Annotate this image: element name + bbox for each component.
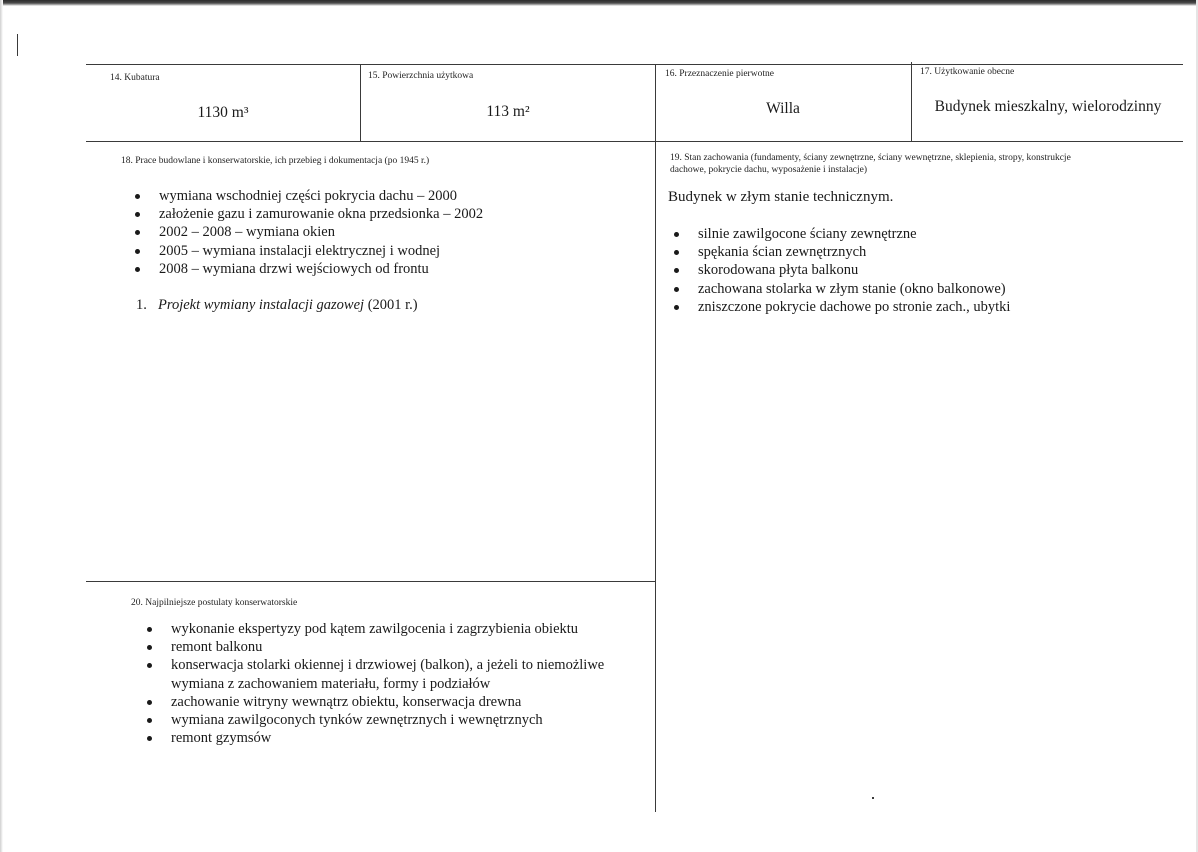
rule-col-3 xyxy=(911,62,912,142)
kubatura-value: 1130 m³ xyxy=(197,104,249,121)
rule-col-2 xyxy=(655,64,656,812)
rule-col-1 xyxy=(360,64,361,142)
list-item: remont balkonu xyxy=(145,638,604,656)
uzytkowanie-label: 17. Użytkowanie obecne xyxy=(920,67,1015,77)
list-item xyxy=(145,656,604,692)
przeznaczenie-label: 16. Przeznaczenie pierwotne xyxy=(665,69,774,79)
stan-list xyxy=(672,225,1010,316)
kubatura-label: 14. Kubatura xyxy=(110,73,160,83)
postulaty-list xyxy=(145,620,604,747)
powierzchnia-label: 15. Powierzchnia użytkowa xyxy=(368,71,474,81)
list-item-line: konserwacja stolarki okiennej i drzwiowej (balkon), a jeżeli to niemożliwe xyxy=(171,657,605,674)
documentation-title: Projekt wymiany instalacji gazowej xyxy=(158,297,365,313)
list-item: skorodowana płyta balkonu xyxy=(672,261,1010,279)
stan-summary: Budynek w złym stanie technicznym. xyxy=(668,189,894,205)
rule-section-20 xyxy=(86,581,656,582)
documentation-item xyxy=(136,297,418,314)
stan-label xyxy=(670,152,1071,176)
scan-edge-top xyxy=(0,0,1198,6)
list-item: remont gzymsów xyxy=(145,729,604,747)
speck xyxy=(872,797,874,799)
prace-label: 18. Prace budowlane i konserwatorskie, ich przebieg i dokumentacja (po 1945 r.) xyxy=(121,156,430,166)
uzytkowanie-value: Budynek mieszkalny, wielorodzinny xyxy=(934,98,1162,115)
przeznaczenie-value: Willa xyxy=(766,100,800,117)
list-item: zniszczone pokrycie dachowe po stronie zach., ubytki xyxy=(672,298,1010,316)
stan-label-line-2: dachowe, pokrycie dachu, wyposażenie i instalacje) xyxy=(670,165,868,175)
rule-header-bottom xyxy=(86,141,1183,142)
list-item: 2002 – 2008 – wymiana okien xyxy=(133,223,483,241)
margin-tick xyxy=(17,34,18,56)
list-item: zachowanie witryny wewnątrz obiektu, konserwacja drewna xyxy=(145,693,604,711)
list-item: wymiana wschodniej części pokrycia dachu – 2000 xyxy=(133,187,483,205)
list-item: silnie zawilgocone ściany zewnętrzne xyxy=(672,225,1010,243)
list-item: założenie gazu i zamurowanie okna przedsionka – 2002 xyxy=(133,205,483,223)
list-item: zachowana stolarka w złym stanie (okno balkonowe) xyxy=(672,280,1010,298)
list-item-line: wymiana z zachowaniem materiału, formy i podziałów xyxy=(171,675,491,692)
scan-edge-left xyxy=(0,0,3,852)
list-item: 2005 – wymiana instalacji elektrycznej i wodnej xyxy=(133,242,483,260)
rule-top xyxy=(86,64,1183,65)
powierzchnia-value: 113 m² xyxy=(486,103,530,120)
documentation-number: 1. xyxy=(136,297,147,313)
list-item: 2008 – wymiana drzwi wejściowych od frontu xyxy=(133,260,483,278)
list-item: spękania ścian zewnętrznych xyxy=(672,243,1010,261)
postulaty-label: 20. Najpilniejsze postulaty konserwatorskie xyxy=(131,598,298,608)
list-item: wymiana zawilgoconych tynków zewnętrznych i wewnętrznych xyxy=(145,711,604,729)
stan-label-line-1: 19. Stan zachowania (fundamenty, ściany zewnętrzne, ściany wewnętrzne, sklepienia, stropy, konstrukcje xyxy=(670,153,1071,163)
documentation-year: (2001 r.) xyxy=(364,297,418,313)
prace-list xyxy=(133,187,483,278)
list-item: wykonanie ekspertyzy pod kątem zawilgocenia i zagrzybienia obiektu xyxy=(145,620,604,638)
